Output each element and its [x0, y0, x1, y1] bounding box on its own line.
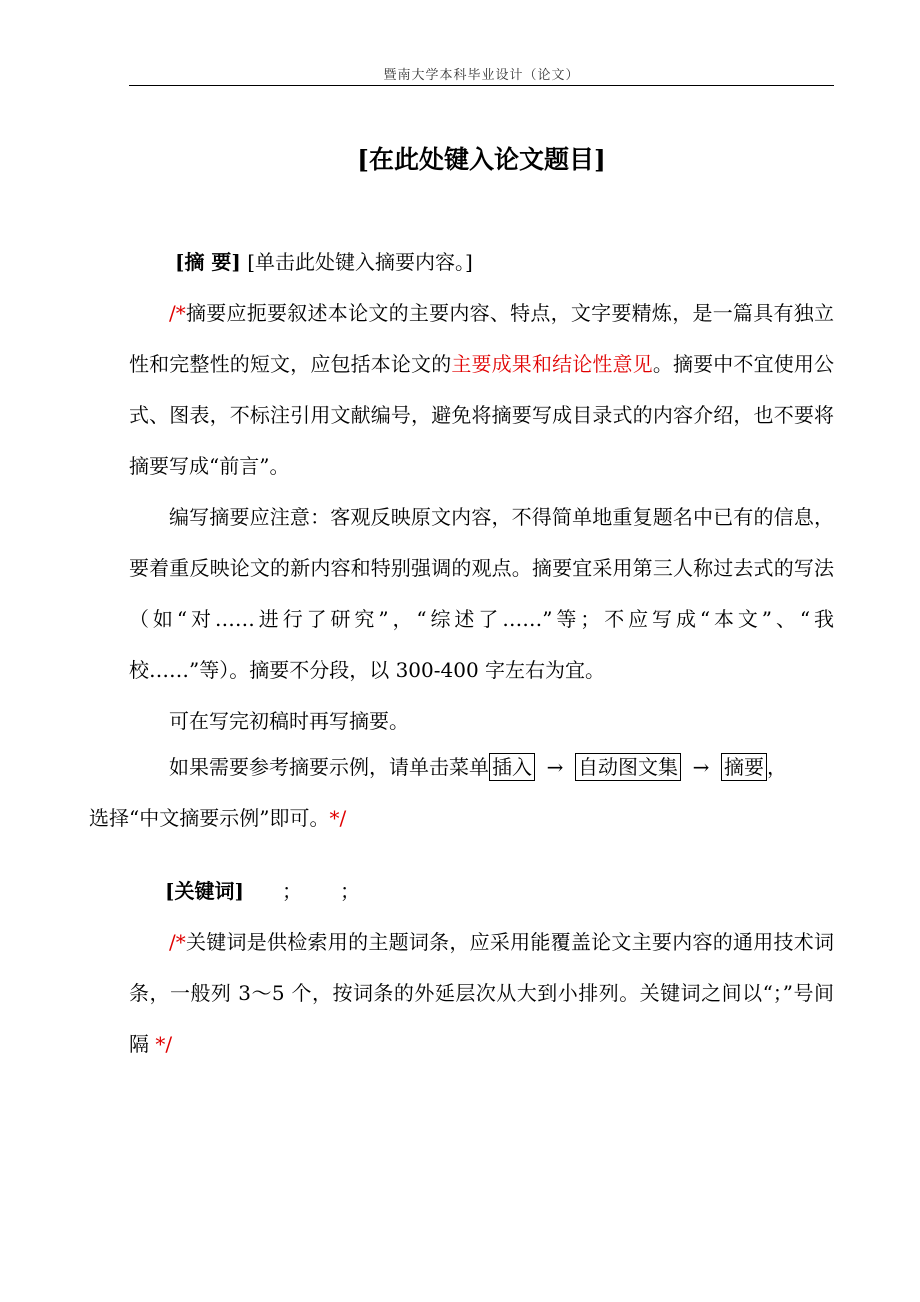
keywords-label: [关键词] [165, 879, 244, 903]
comment-end-mark: */ [149, 1032, 173, 1056]
menu-abstract-box: 摘要 [721, 753, 767, 781]
keywords-note: /*关键词是供检索用的主题词条，应采用能覆盖论文主要内容的通用技术词条，一般列 3～5 个，按词条的外延层次从大到小排列。关键词之间以“；”号间隔 */ [129, 930, 834, 1056]
menu-autotext-box: 自动图文集 [575, 753, 681, 781]
arrow-icon: → [692, 755, 710, 779]
comment-end-mark: */ [329, 806, 347, 830]
comment-start-mark: /* [169, 301, 186, 325]
highlight-text: 主要成果和结论性意见 [451, 352, 653, 376]
abstract-label: [摘 要] [175, 250, 241, 274]
menu-insert-box: 插入 [489, 753, 535, 781]
keywords-line [165, 866, 834, 917]
keyword-separator[interactable]: ； [339, 879, 360, 903]
abstract-line [175, 237, 834, 288]
abstract-note-1: /*摘要应扼要叙述本论文的主要内容、特点，文字要精炼，是一篇具有独立性和完整性的短文，应包括本论文的主要成果和结论性意见。摘要中不宜使用公式、图表，不标注引用文献编号，避免将摘要写成目录式的内容介绍，也不要将摘要写成“前言”。 [129, 301, 835, 478]
abstract-note-3: 可在写完初稿时再写摘要。 [169, 709, 409, 733]
header-rule [129, 85, 834, 86]
page-header: 暨南大学本科毕业设计（论文） [383, 68, 580, 83]
abstract-note-2: 编写摘要应注意：客观反映原文内容，不得简单地重复题名中已有的信息，要着重反映论文的新内容和特别强调的观点。摘要宜采用第三人称过去式的写法（如“对……进行了研究”，“综述了……”等；不应写成“本文”、“我校……”等）。摘要不分段，以 300-400 字左右为宜。 [129, 505, 834, 682]
abstract-note-4: 如果需要参考摘要示例，请单击菜单 插入 → 自动图文集 → 摘要 ， 选择“中文摘要示例”即可。*/ [129, 742, 834, 844]
comment-start-mark: /* [169, 930, 186, 954]
keyword-separator[interactable]: ； [281, 879, 302, 903]
arrow-icon: → [546, 755, 564, 779]
thesis-title[interactable]: [在此处键入论文题目] [357, 145, 606, 174]
abstract-placeholder[interactable]: [单击此处键入摘要内容。] [240, 250, 473, 274]
